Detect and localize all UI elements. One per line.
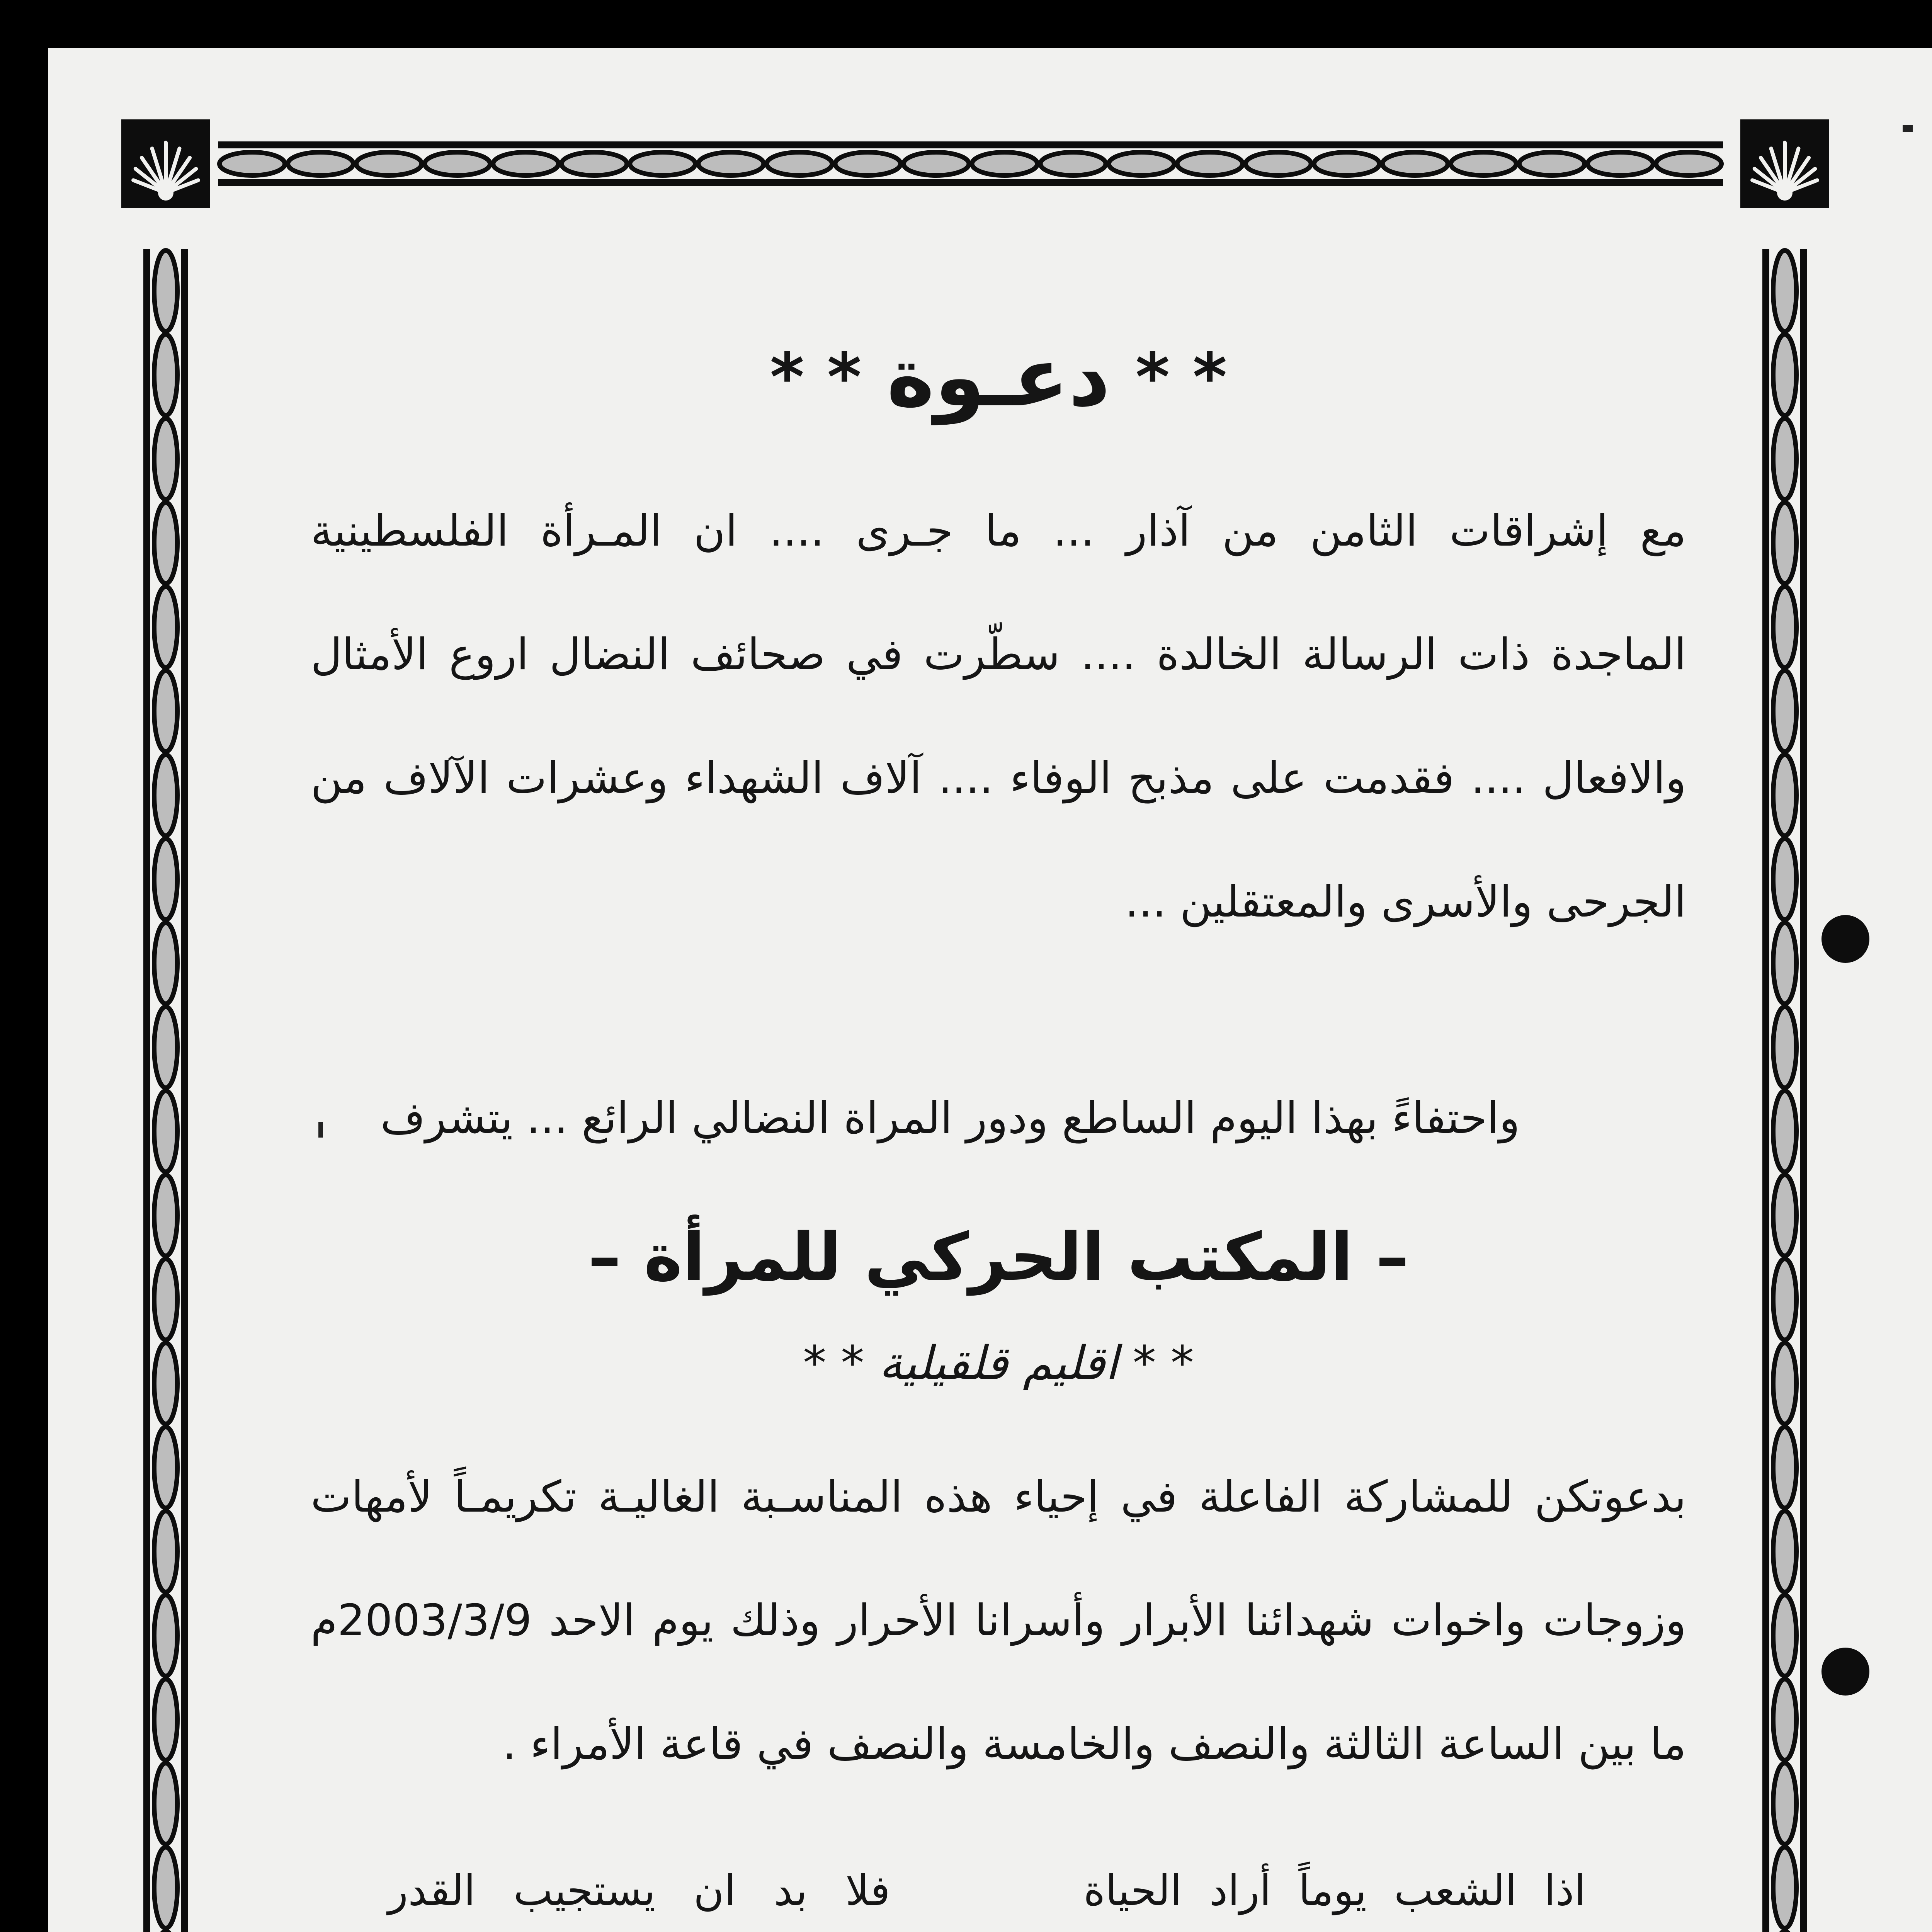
border-link (1383, 152, 1448, 175)
punch-hole-bottom (1821, 1648, 1869, 1696)
border-link (1773, 587, 1796, 668)
border-link (154, 1091, 177, 1172)
poem-line: فلا بد ان يستجيب القدر (388, 1867, 890, 1915)
border-rail (143, 249, 150, 1932)
border-link (1773, 1847, 1796, 1929)
border-link (1773, 839, 1796, 920)
poem-right-column (1083, 1856, 1586, 1932)
border-link (1773, 1763, 1796, 1844)
border-link (154, 1511, 177, 1592)
border-link (835, 152, 900, 175)
invitation-heading (311, 330, 1686, 446)
border-link (1773, 335, 1796, 416)
invitation-sheet (48, 48, 1932, 1932)
border-link (972, 152, 1037, 175)
border-link (288, 152, 353, 175)
border-link (1773, 1343, 1796, 1424)
invitation-text (311, 318, 1686, 1932)
border-link (1773, 923, 1796, 1004)
poem-line (388, 1926, 890, 1932)
border-link (154, 839, 177, 920)
border-link (493, 152, 558, 175)
border-link (1773, 1679, 1796, 1760)
heading-stars-left: * * (770, 339, 862, 416)
paragraph3-line: بدعوتكن للمشاركة الفاعلة في إحياء هذه المناسـبة الغاليـة تكريمـاً لأمهات (311, 1472, 1686, 1522)
border-link (154, 1427, 177, 1508)
border-link (425, 152, 490, 175)
border-rail (218, 141, 1723, 148)
heading-word: دعـوة (886, 330, 1111, 425)
poem-left-column (388, 1856, 890, 1932)
border-link (1773, 1259, 1796, 1340)
border-link (1773, 503, 1796, 584)
border-link (154, 503, 177, 584)
border-link (1451, 152, 1516, 175)
border-link (1773, 250, 1796, 332)
paragraph1-line: والافعال .... فقدمت على مذبح الوفاء .... آلاف الشهداء وعشرات الآلاف من (311, 753, 1686, 803)
paragraph3-line: وزوجات واخوات شهدائنا الأبرار وأسرانا الأحرار وذلك يوم الاحد 2003/3/9م (311, 1595, 1686, 1646)
punch-hole-top (1821, 915, 1869, 963)
border-link (154, 587, 177, 668)
border-link (1314, 152, 1379, 175)
border-link (154, 1763, 177, 1844)
border-rail (181, 249, 188, 1932)
region-name: * * اقليم قلقيلية * * (803, 1337, 1194, 1390)
border-rail (1762, 249, 1769, 1932)
border-link (1773, 1595, 1796, 1676)
border-link (154, 250, 177, 332)
celebration-line: واحتفاءً بهذا اليوم الساطع ودور المراة النضالي الرائع ... يتشرف (380, 1093, 1520, 1143)
border-link (1588, 152, 1653, 175)
border-link (561, 152, 627, 175)
poem-line: اذا الشعب يوماً أراد الحياة (1083, 1867, 1586, 1915)
border-link (154, 1343, 177, 1424)
border-link (219, 152, 285, 175)
border-link (1773, 1511, 1796, 1592)
border-link (154, 418, 177, 500)
paragraph1-line: الماجدة ذات الرسالة الخالدة .... سطّرت في صحائف النضال اروع الأمثال (311, 629, 1686, 680)
border-rail (218, 179, 1723, 186)
scan-speck (1903, 125, 1913, 132)
border-link (903, 152, 969, 175)
border-link (356, 152, 422, 175)
paragraph3-line: ما بين الساعة الثالثة والنصف والخامسة والنصف في قاعة الأمراء . (502, 1719, 1686, 1769)
paragraph1-line: مع إشراقات الثامن من آذار ... ما جـرى .... ان المـرأة الفلسطينية (311, 506, 1686, 556)
border-link (1773, 1007, 1796, 1088)
border-link (1773, 418, 1796, 500)
poem-verse (311, 1856, 1686, 1932)
border-link (154, 335, 177, 416)
border-link (154, 1679, 177, 1760)
border-link (1246, 152, 1311, 175)
border-link (154, 755, 177, 836)
border-link (1041, 152, 1106, 175)
border-link (1773, 1427, 1796, 1508)
border-link (1656, 152, 1721, 175)
border-link (767, 152, 832, 175)
paragraph1-line: الجرحى والأسرى والمعتقلين ... (1125, 877, 1686, 927)
organizer-name: – المكتب الحركي للمرأة – (588, 1219, 1409, 1296)
border-link (154, 1259, 177, 1340)
border-rail (1800, 249, 1807, 1932)
border-link (1773, 755, 1796, 836)
border-link (1773, 1175, 1796, 1256)
border-link (154, 1007, 177, 1088)
border-link (154, 1175, 177, 1256)
border-link (154, 1595, 177, 1676)
border-link (154, 923, 177, 1004)
border-link (1519, 152, 1585, 175)
border-link (154, 671, 177, 752)
border-link (630, 152, 695, 175)
border-link (1177, 152, 1243, 175)
border-link (1773, 1091, 1796, 1172)
border-link (1109, 152, 1174, 175)
poem-line (1083, 1926, 1586, 1932)
border-link (154, 1847, 177, 1929)
border-link (1773, 671, 1796, 752)
border-link (698, 152, 764, 175)
heading-stars-right: * * (1135, 339, 1227, 416)
